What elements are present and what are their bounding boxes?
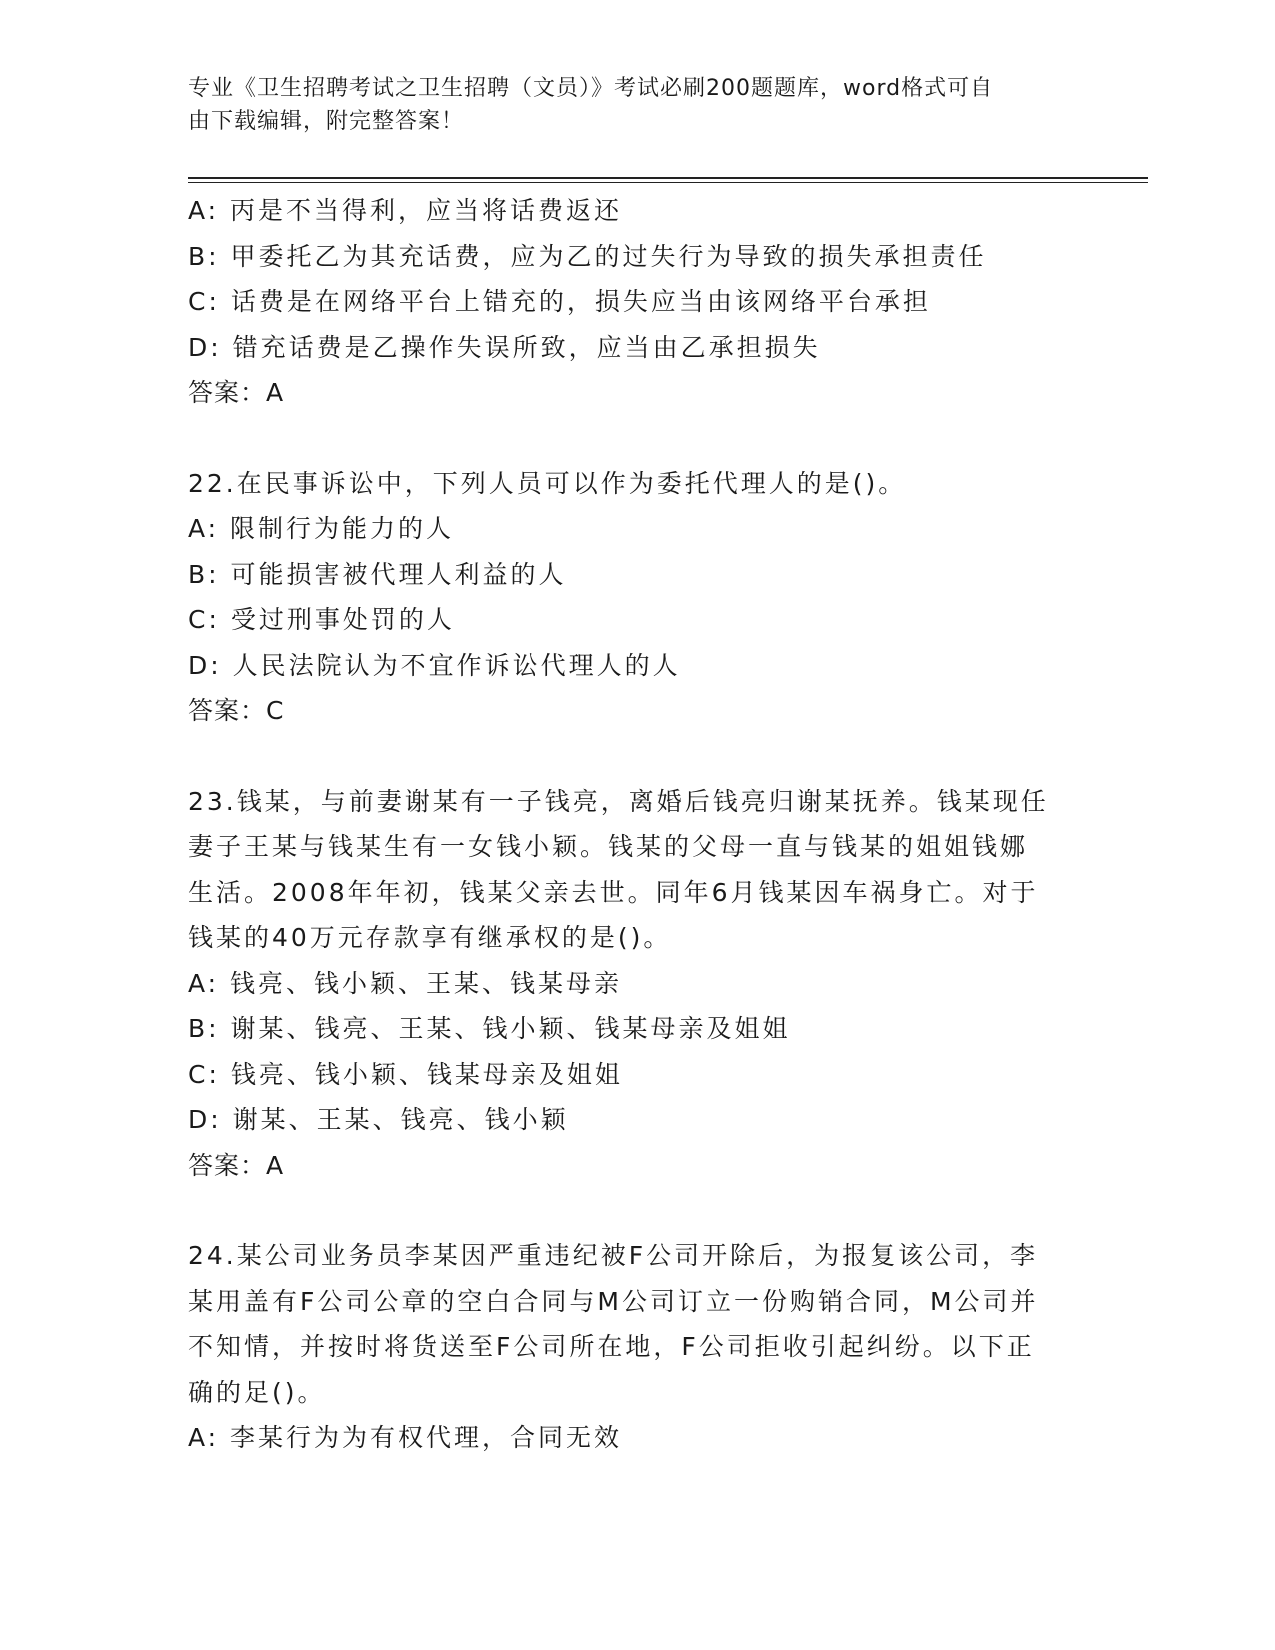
option-c: C: 钱亮、钱小颖、钱某母亲及姐姐: [188, 1059, 623, 1089]
question-text: 22.在民事诉讼中，下列人员可以作为委托代理人的是()。: [188, 468, 907, 498]
header-divider-thick: [188, 177, 1148, 179]
question-list: [188, 188, 1088, 1461]
option-d: D: 谢某、王某、钱亮、钱小颖: [188, 1105, 569, 1134]
header-line-1: 专业《卫生招聘考试之卫生招聘（文员）》考试必刷200题题库，word格式可自: [188, 76, 994, 101]
spacer: [188, 416, 1088, 461]
question-24: [188, 1233, 1088, 1461]
option-b: B: 谢某、钱亮、王某、钱小颖、钱某母亲及姐姐: [188, 1014, 791, 1043]
option-a: A: 限制行为能力的人: [188, 514, 455, 543]
option-d: D: 错充话费是乙操作失误所致，应当由乙承担损失: [188, 332, 821, 362]
option-d: D: 人民法院认为不宜作诉讼代理人的人: [188, 650, 681, 680]
answer: 答案：A: [188, 1150, 285, 1180]
header-line-2: 由下载编辑，附完整答案！: [188, 109, 465, 134]
question-text-line: 某用盖有F公司公章的空白合同与M公司订立一份购销合同，M公司并: [188, 1286, 1039, 1316]
question-text-line: 妻子王某与钱某生有一女钱小颖。钱某的父母一直与钱某的姐姐钱娜: [188, 832, 1029, 861]
option-a: A: 丙是不当得利，应当将话费返还: [188, 196, 623, 225]
question-text-line: 确的足()。: [188, 1377, 326, 1407]
question-text-line: 24.某公司业务员李某因严重违纪被F公司开除后，为报复该公司，李: [188, 1241, 1039, 1270]
question-text-line: 23.钱某，与前妻谢某有一子钱亮，离婚后钱亮归谢某抚养。钱某现任: [188, 786, 1049, 816]
spacer: [188, 734, 1088, 779]
question-text-line: 生活。2008年年初，钱某父亲去世。同年6月钱某因车祸身亡。对于: [188, 877, 1039, 907]
option-b: B: 甲委托乙为其充话费，应为乙的过失行为导致的损失承担责任: [188, 241, 987, 271]
answer: 答案：C: [188, 696, 285, 725]
option-c: C: 受过刑事处罚的人: [188, 605, 455, 634]
option-a: A: 李某行为为有权代理，合同无效: [188, 1423, 623, 1452]
question-22: [188, 461, 1088, 734]
question-21: [188, 188, 1088, 416]
option-b: B: 可能损害被代理人利益的人: [188, 559, 567, 589]
question-23: [188, 779, 1088, 1189]
option-a: A: 钱亮、钱小颖、王某、钱某母亲: [188, 968, 623, 998]
answer: 答案：A: [188, 378, 285, 407]
spacer: [188, 1188, 1088, 1233]
document-header: [188, 72, 1088, 138]
question-text-line: 钱某的40万元存款享有继承权的是()。: [188, 923, 672, 952]
header-divider-thin: [188, 182, 1148, 183]
option-c: C: 话费是在网络平台上错充的，损失应当由该网络平台承担: [188, 287, 931, 316]
question-text-line: 不知情，并按时将货送至F公司所在地，F公司拒收引起纠纷。以下正: [188, 1332, 1035, 1361]
